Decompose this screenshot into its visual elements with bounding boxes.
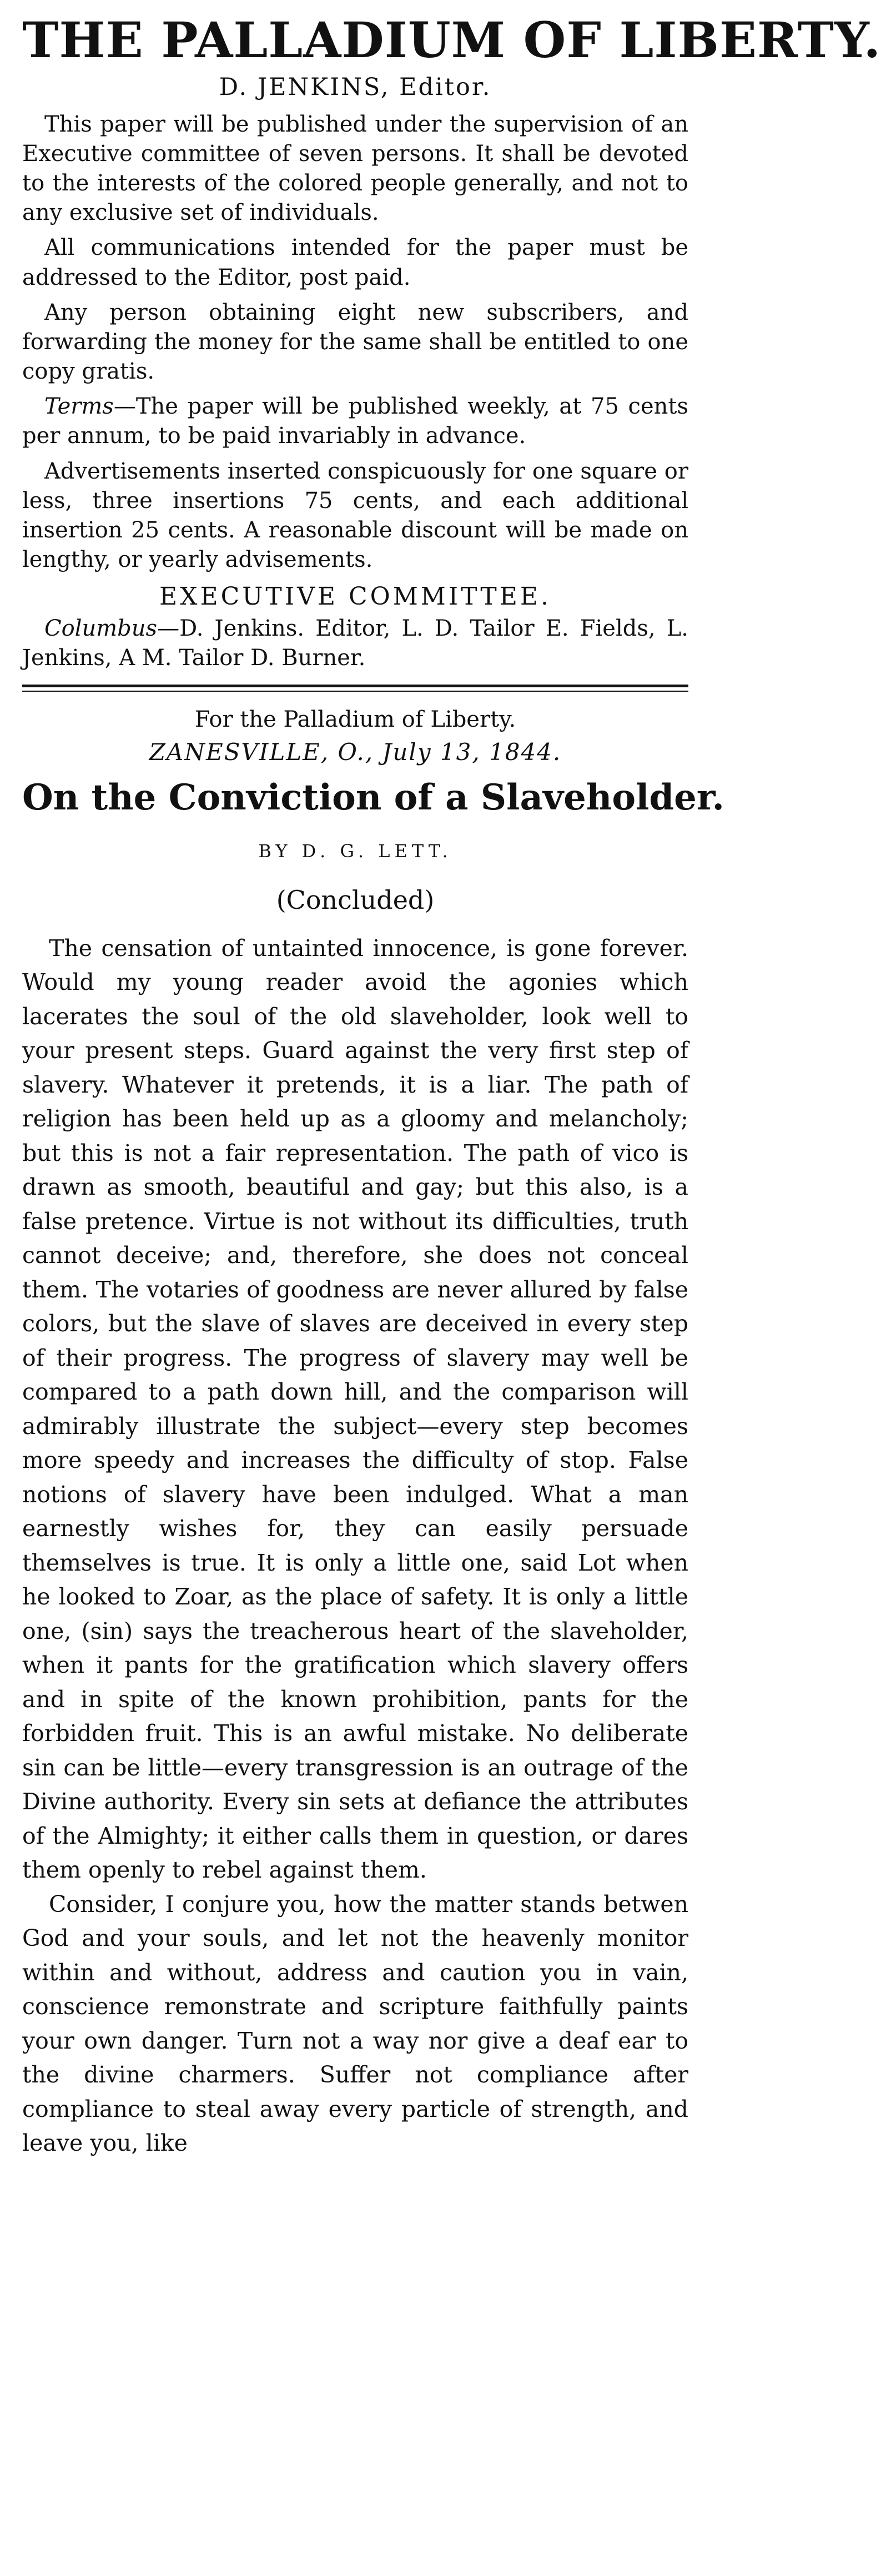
article-body — [22, 932, 688, 2161]
section-divider — [22, 685, 688, 692]
article-paragraph-1: The censation of untainted innocence, is gone forever. Would my young reader avoid the agonies which lacerates the soul of the old slaveholder, look well to your present steps. Guard against the very first step of slavery. Whatever it pretends, it is a liar. The path of religion has been held up as a gloomy and melancholy; but this is not a fair representation. The path of vico is drawn as smooth, beautiful and gay; but this also, is a false pretence. Virtue is not without its difficulties, truth cannot deceive; and, therefore, she does not conceal them. The votaries of goodness are never allured by false colors, but the slave of slaves are deceived in every step of their progress. The progress of slavery may well be compared to a path down hill, and the comparison will admirably illustrate the subject—every step becomes more speedy and increases the difficulty of stop. False notions of slavery have been indulged. What a man earnestly wishes for, they can easily persuade themselves is true. It is only a little one, said Lot when he looked to Zoar, as the place of safety. It is only a little one, (sin) says the treacherous heart of the slaveholder, when it pants for the gratification which slavery offers and in spite of the known prohibition, pants for the forbidden fruit. This is an awful mistake. No deliberate sin can be little—every transgression is an outrage of the Divine authority. Every sin sets at defiance the attributes of the Almighty; it either calls them in question, or dares them openly to rebel against them. — [22, 934, 688, 1884]
terms-pricing — [22, 392, 688, 451]
masthead-title: THE PALLADIUM OF LIBERTY. — [22, 11, 881, 69]
terms-advertisements: Advertisements inserted conspicuously for one square or less, three insertions 75 cents, and each additional insertion 25 cents. A reasonable discount will be made on lengthy, or yearly advisements. — [22, 458, 688, 573]
article-paragraph-2: Consider, I conjure you, how the matter stands betwen God and your souls, and let not the heavenly monitor within and without, address and caution you in vain, conscience remonstrate and scripture faithfully paints your own danger. Turn not a way nor give a deaf ear to the divine charmers. Suffer not compliance after compliance to steal away every particle of strength, and leave you, like — [22, 1890, 688, 2157]
editor-line: D. JENKINS, Editor. — [219, 73, 492, 101]
committee-heading: EXECUTIVE COMMITTEE. — [159, 582, 551, 611]
terms-subscribers: Any person obtaining eight new subscribers, and forwarding the money for the same shall be entitled to one copy gratis. — [22, 299, 688, 385]
committee-members — [22, 614, 688, 673]
terms-supervision: This paper will be published under the supervision of an Executive committee of seven persons. It shall be devoted to the interests of the colored people generally, and not to any exclusive set of individuals. — [22, 111, 688, 226]
article-byline: BY D. G. LETT. — [258, 840, 452, 862]
terms-pricing-text: —The paper will be published weekly, at 75 cents per annum, to be paid invariably in advance. — [22, 394, 688, 449]
committee-members-text: —D. Jenkins. Editor, L. D. Tailor E. Fields, L. Jenkins, A M. Tailor D. Burner. — [22, 616, 688, 671]
article-dateline: ZANESVILLE, O., July 13, 1844. — [149, 738, 562, 766]
article-concluded-note: (Concluded) — [276, 884, 435, 915]
terms-communications: All communications intended for the paper must be addressed to the Editor, post paid. — [22, 235, 688, 290]
article-headline: On the Conviction of a Slaveholder. — [22, 777, 724, 819]
article-for-line: For the Palladium of Liberty. — [194, 706, 516, 732]
terms-label: Terms — [44, 394, 114, 420]
committee-place: Columbus — [44, 616, 158, 642]
publication-terms — [22, 110, 688, 575]
